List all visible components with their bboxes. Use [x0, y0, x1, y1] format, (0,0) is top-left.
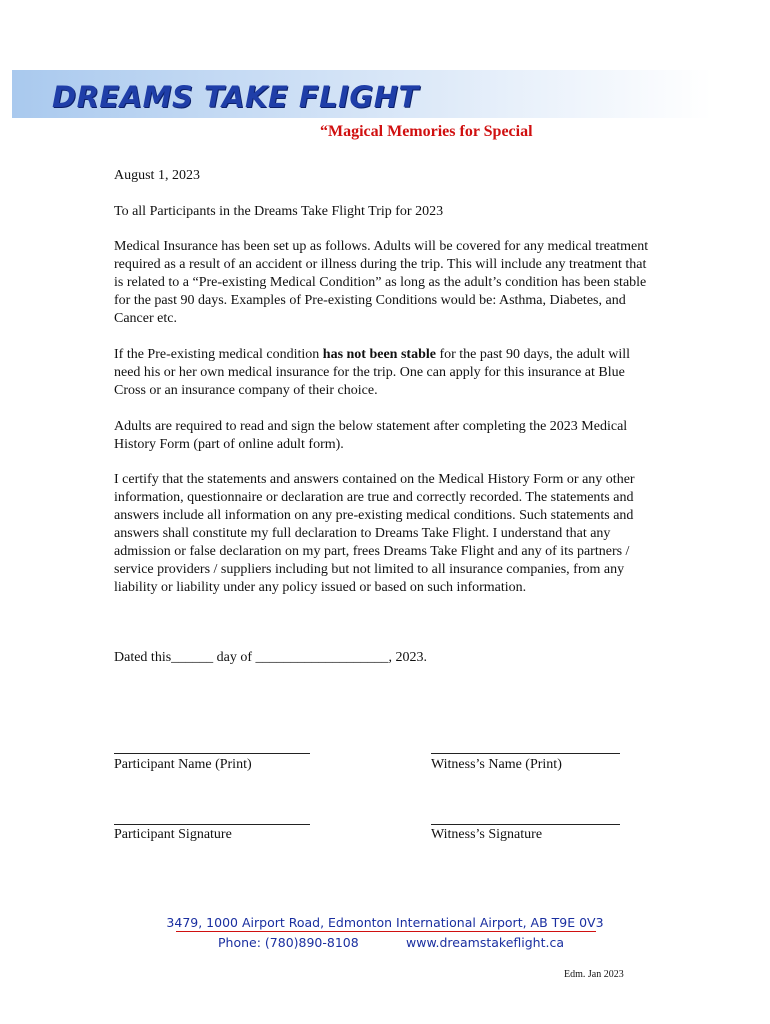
address-underline	[176, 931, 596, 932]
participant-name-line[interactable]	[114, 753, 310, 754]
paragraph-medical-insurance: Medical Insurance has been set up as follows. Adults will be covered for any medical treatment required as a result of an accident or illness during the trip. This will include any treatment that is related to a “Pre-existing Medical Condition” as long as the adult’s condition has been stable for the past 90 days. Examples of Pre-existing Conditions would be: Asthma, Diabetes, and Cancer etc.	[114, 239, 649, 326]
tagline: “Magical Memories for Special	[320, 123, 533, 140]
dated-line: Dated this______ day of ___________________, 2023.	[114, 650, 428, 665]
letter-salutation: To all Participants in the Dreams Take Flight Trip for 2023	[114, 204, 444, 219]
footer-phone: Phone: (780)890-8108	[218, 935, 359, 950]
para2-text-start: If the Pre-existing medical condition	[114, 347, 323, 362]
witness-name-label: Witness’s Name (Print)	[431, 757, 562, 772]
witness-signature-label: Witness’s Signature	[431, 827, 543, 842]
participant-signature-line[interactable]	[114, 824, 310, 825]
para2-text-end: for the past 90 days, the adult will need his or her own medical insurance for the trip. One can apply for this insurance at Blue Cross or an insurance company of their choice.	[114, 347, 630, 398]
footer-website[interactable]: www.dreamstakeflight.ca	[406, 935, 564, 950]
logo-text: DREAMS TAKE FLIGHT	[52, 80, 419, 114]
certification-statement: I certify that the statements and answers contained on the Medical History Form or any other information, questionnaire or declaration are true and correctly recorded. The statements and answers include all information on any pre-existing medical conditions. Such statements and answers shall constitute my full declaration to Dreams Take Flight. I understand that any admission or false declaration on my part, frees Dreams Take Flight and any of its partners / service providers / suppliers including but not limited to all insurance companies, from any liability or liability under any policy issued or based on such information.	[114, 472, 635, 595]
participant-name-label: Participant Name (Print)	[114, 757, 252, 772]
witness-name-line[interactable]	[431, 753, 620, 754]
paragraph-requirement: Adults are required to read and sign the below statement after completing the 2023 Medical History Form (part of online adult form).	[114, 419, 628, 452]
para2-bold-text: has not been stable	[322, 347, 436, 362]
witness-signature-line[interactable]	[431, 824, 620, 825]
participant-signature-label: Participant Signature	[114, 827, 232, 842]
paragraph-pre-existing	[114, 346, 659, 400]
footer-address: 3479, 1000 Airport Road, Edmonton International Airport, AB T9E 0V3	[166, 915, 604, 930]
letter-date: August 1, 2023	[114, 168, 200, 183]
document-reference: Edm. Jan 2023	[564, 969, 624, 980]
